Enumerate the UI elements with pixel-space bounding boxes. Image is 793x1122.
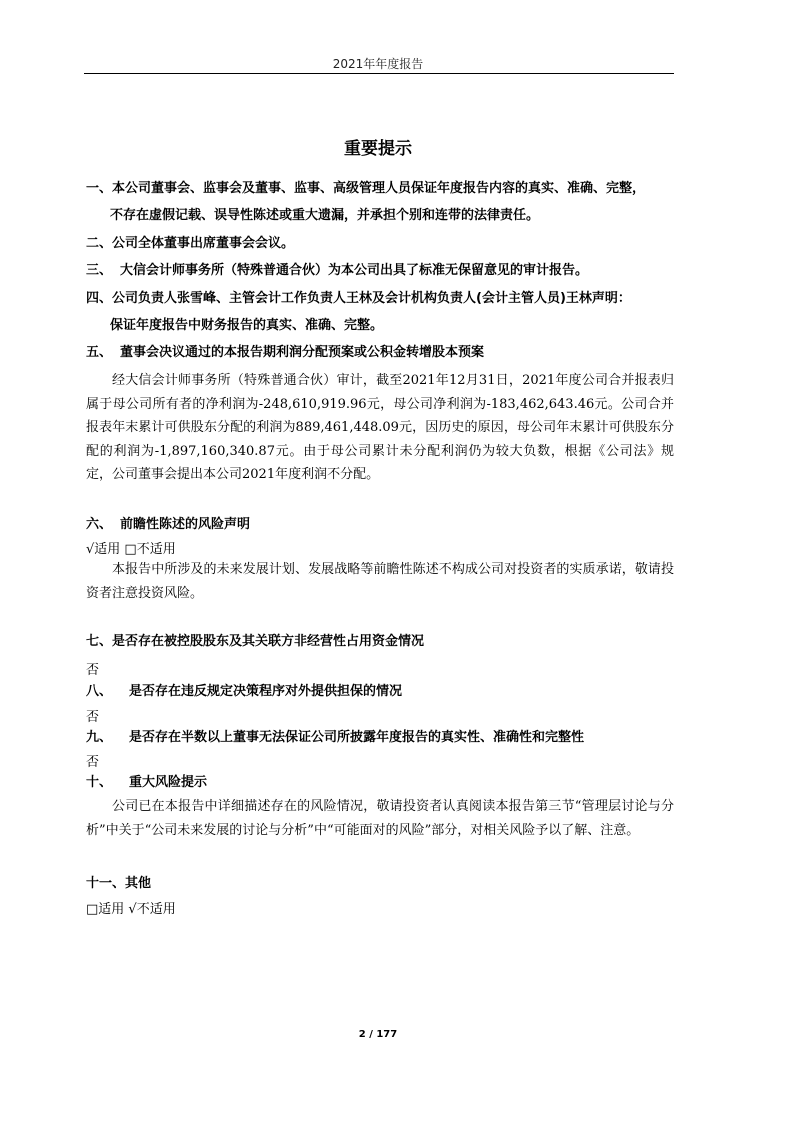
item-11: 十一、其他 [86, 876, 152, 891]
item-8-answer: 否 [86, 710, 100, 725]
item-1-line-1: 一、本公司董事会、监事会及董事、监事、高级管理人员保证年度报告内容的真实、准确、完整， [86, 181, 646, 196]
item-6-heading: 前瞻性陈述的风险声明 [120, 517, 251, 532]
page-title: 重要提示 [344, 139, 412, 159]
item-10-heading: 重大风险提示 [129, 775, 208, 790]
risk-warning-paragraph: 公司已在本报告中详细描述存在的风险情况，敬请投资者认真阅读本报告第三节“管理层讨论与分析”中关于“公司未来发展的讨论与分析”中“可能面对的风险”部分，对相关风险予以了解、注意。 [86, 799, 674, 838]
item-11-applicability: □适用 √不适用 [86, 902, 176, 917]
item-10-number: 十、 [86, 775, 113, 790]
header-rule [84, 73, 674, 74]
item-8-heading: 是否存在违反规定决策程序对外提供担保的情况 [129, 684, 403, 699]
page-number: 2 / 177 [358, 1029, 398, 1040]
item-3-text: 大信会计师事务所（特殊普通合伙）为本公司出具了标准无保留意见的审计报告。 [120, 263, 589, 278]
item-1-line-2: 不存在虚假记载、误导性陈述或重大遗漏，并承担个别和连带的法律责任。 [110, 208, 540, 223]
item-2: 二、公司全体董事出席董事会会议。 [86, 236, 295, 251]
item-4-line-2: 保证年度报告中财务报告的真实、准确、完整。 [110, 318, 384, 333]
item-6-number: 六、 [86, 517, 113, 532]
item-9-number: 九、 [86, 730, 113, 745]
item-4-line-1: 四、公司负责人张雪峰、主管会计工作负责人王林及会计机构负责人(会计主管人员)王林声明： [86, 291, 631, 306]
item-7-answer: 否 [86, 663, 100, 678]
profit-distribution-paragraph: 经大信会计师事务所（特殊普通合伙）审计，截至2021年12月31日，2021年度公司合并报表归属于母公司所有者的净利润为-248,610,919.96元，母公司净利润为-183,462,643.46元。公司合并报表年末累计可供股东分配的利润为889,461,448.09元，因历史的原因，母公司年末累计可供股东分配的利润为-1,897,160,340.87元。由于母公司累计未分配利润仍为较大负数，根据《公司法》规定，公司董事会提出本公司2021年度利润不分配。 [86, 373, 674, 482]
item-8-number: 八、 [86, 684, 113, 699]
item-5-heading: 董事会决议通过的本报告期利润分配预案或公积金转增股本预案 [120, 345, 485, 360]
item-9-heading: 是否存在半数以上董事无法保证公司所披露年度报告的真实性、准确性和完整性 [129, 730, 585, 745]
item-7: 七、是否存在被控股股东及其关联方非经营性占用资金情况 [86, 634, 425, 649]
item-3-number: 三、 [86, 263, 113, 278]
forward-looking-paragraph: 本报告中所涉及的未来发展计划、发展战略等前瞻性陈述不构成公司对投资者的实质承诺，敬请投资者注意投资风险。 [86, 562, 674, 601]
item-9-answer: 否 [86, 755, 100, 770]
item-5-number: 五、 [86, 345, 113, 360]
running-header: 2021年年度报告 [332, 57, 424, 71]
item-6-applicability: √适用 □不适用 [86, 542, 176, 557]
